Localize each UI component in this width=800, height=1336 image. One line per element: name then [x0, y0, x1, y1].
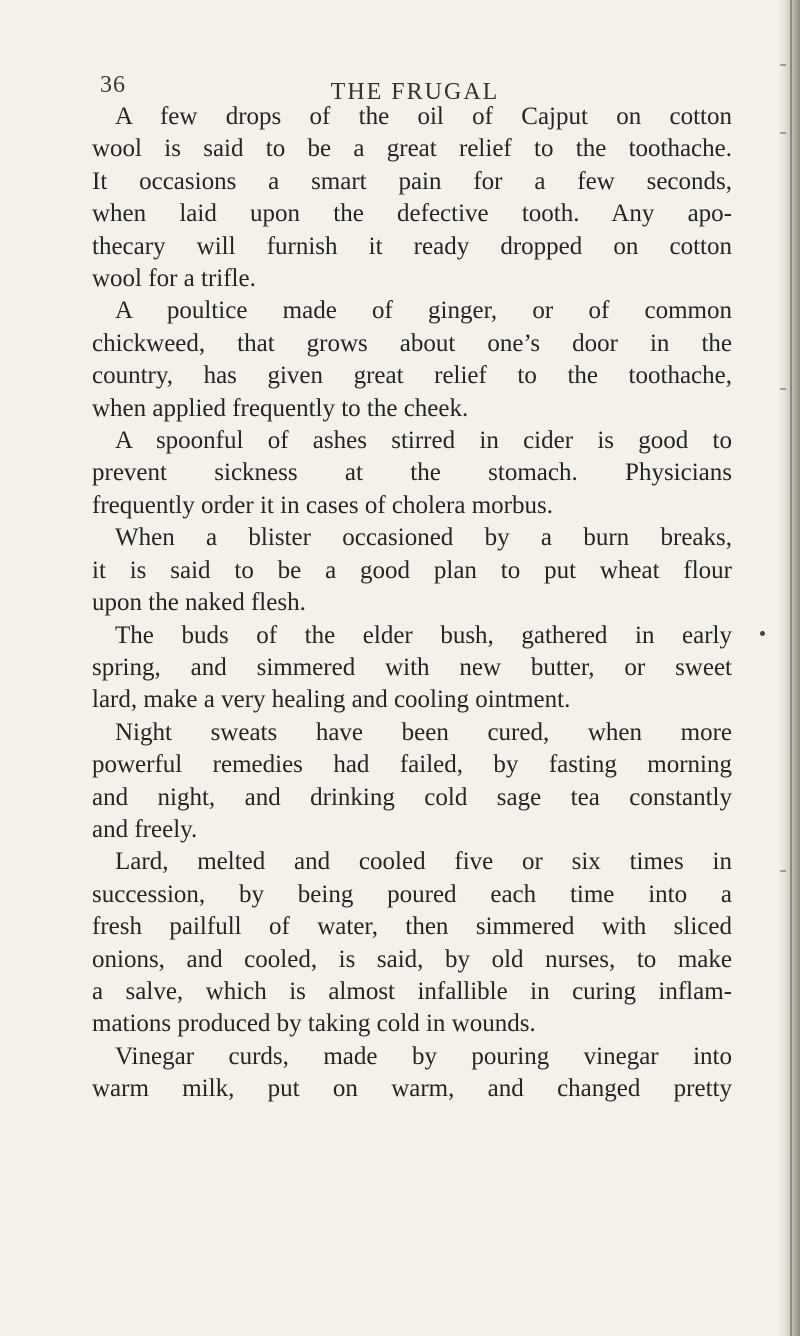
text-line: spring, and simmered with new butter, or sweet [92, 653, 732, 681]
text-line: Vinegar curds, made by pouring vinegar into [115, 1042, 732, 1070]
text-line: frequently order it in cases of cholera morbus. [92, 491, 553, 519]
text-line: warm milk, put on warm, and changed pretty [92, 1075, 732, 1103]
text-line: Night sweats have been cured, when more [115, 718, 732, 746]
text-line: when applied frequently to the cheek. [92, 394, 469, 422]
text-line: It occasions a smart pain for a few seconds, [92, 167, 732, 195]
text-line: mations produced by taking cold in wounds. [92, 1010, 536, 1038]
text-line: succession, by being poured each time into a [92, 880, 732, 908]
text-line: when laid upon the defective tooth. Any apo- [92, 200, 732, 228]
text-line: fresh pailfull of water, then simmered with sliced [92, 913, 732, 941]
body-text [92, 101, 732, 1106]
text-line: wool is said to be a great relief to the toothache. [92, 135, 732, 163]
text-line: thecary will furnish it ready dropped on cotton [92, 232, 732, 260]
text-line: A spoonful of ashes stirred in cider is good to [115, 427, 732, 455]
text-line: A few drops of the oil of Cajput on cotton [115, 103, 732, 130]
ink-speck [760, 631, 765, 636]
page-gutter-shadow [778, 0, 800, 1336]
text-line: chickweed, that grows about one’s door in the [92, 329, 732, 357]
text-line: lard, make a very healing and cooling ointment. [92, 686, 571, 714]
text-line: and night, and drinking cold sage tea constantly [92, 783, 732, 811]
text-line: A poultice made of ginger, or of common [115, 297, 732, 325]
text-line: and freely. [92, 815, 198, 843]
text-line: powerful remedies had failed, by fasting morning [92, 751, 732, 779]
running-head: THE FRUGAL [330, 79, 500, 105]
text-line: country, has given great relief to the toothache, [92, 362, 732, 390]
text-line: The buds of the elder bush, gathered in early [115, 621, 732, 649]
gutter-mark [780, 870, 786, 872]
text-line: onions, and cooled, is said, by old nurses, to make [92, 945, 732, 973]
text-line: When a blister occasioned by a burn breaks, [115, 524, 732, 552]
text-line: Lard, melted and cooled five or six times in [115, 848, 732, 876]
text-line: prevent sickness at the stomach. Physicians [92, 459, 732, 487]
gutter-mark [780, 64, 786, 66]
text-line: upon the naked flesh. [92, 589, 306, 617]
page-number: 36 [100, 72, 126, 98]
text-line: wool for a trifle. [92, 265, 256, 293]
page-gutter-line [790, 0, 792, 1336]
text-line: a salve, which is almost infallible in curing inflam- [92, 977, 732, 1005]
gutter-mark [780, 132, 786, 134]
gutter-mark [780, 388, 786, 390]
text-line: it is said to be a good plan to put wheat flour [92, 556, 732, 584]
